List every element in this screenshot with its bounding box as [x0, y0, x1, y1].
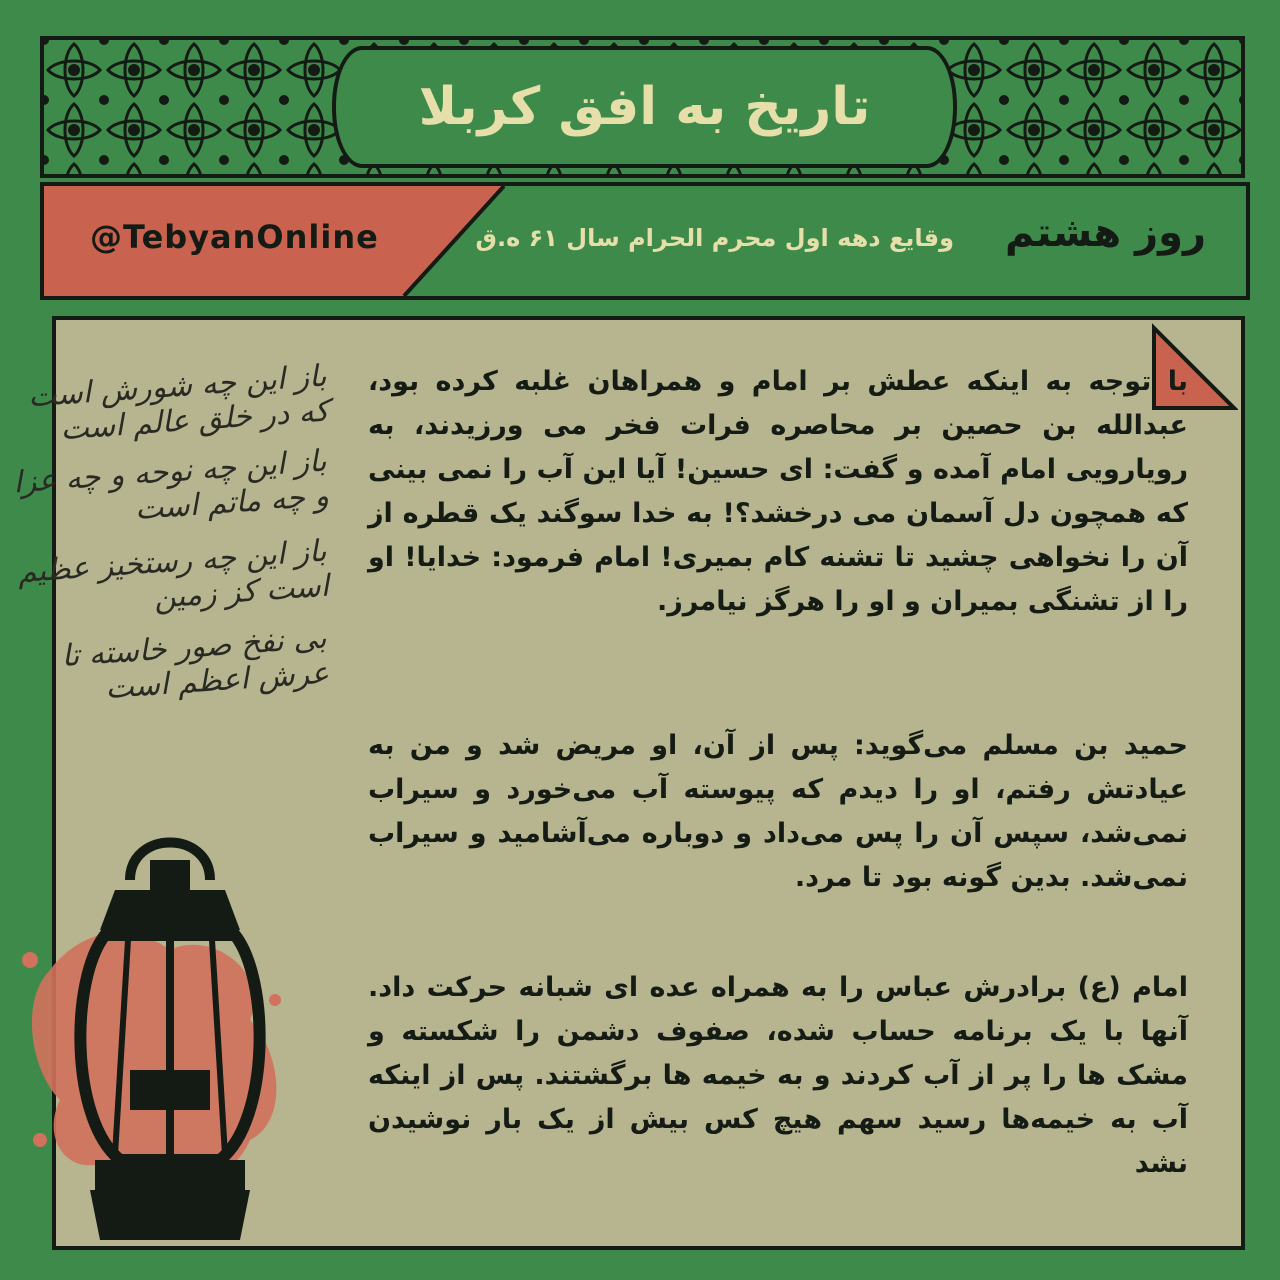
poem-line-3: باز این چه رستخیز عظیم است کز زمین — [16, 533, 331, 616]
paragraph-2: حمید بن مسلم می‌گوید: پس از آن، او مریض شد و من به عیادتش رفتم، او را دیدم که پیوسته آب می‌خورد و سیراب نمی‌شد، سپس آن را پس می‌داد و دوباره می‌آشامید و سیراب نمی‌شد. بدین گونه بود تا مرد. — [368, 730, 1188, 893]
page-title: تاریخ به افق کربلا — [418, 77, 871, 137]
poem-line-1: باز این چه شورش است که در خلق عالم است — [26, 358, 331, 448]
day-label: روز هشتم — [1005, 210, 1206, 256]
header-band — [40, 36, 1245, 178]
poem-line-4: بی نفخ صور خاسته تا عرش اعظم است — [60, 620, 331, 707]
info-strip — [40, 182, 1250, 300]
social-handle[interactable]: @TebyanOnline — [90, 218, 379, 256]
title-plate — [332, 46, 957, 168]
paragraph-1: با توجه به اینکه عطش بر امام و همراهان غلبه کرده بود، عبدالله بن حصین بر محاصره فرات فخر می ورزیدند، به رویارویی امام آمده و گفت: ای حسین! آیا این آب را نمی بینی که همچون دل آسمان می درخشد؟! به خدا سوگند یک قطره از آن را نخواهی چشید تا تشنه کام بمیری! امام فرمود: خدایا! او را از تشنگی بمیران و او را هرگز نیامرز. — [368, 366, 1188, 617]
lantern-illustration — [10, 820, 310, 1254]
subtitle: وقایع دهه اول محرم الحرام سال ۶۱ ه.ق — [475, 224, 954, 252]
poem-line-2: باز این چه نوحه و چه عزا و چه ماتم است — [12, 443, 331, 528]
paragraph-3: امام (ع) برادرش عباس را به همراه عده ای شبانه حرکت داد. آنها با یک برنامه حساب شده، صفوف دشمن را شکسته و مشک ها را پر از آب کردند و به خیمه ها برگشتند. پس از اینکه آب به خیمه‌ها رسید سهم هیچ کس بیش از یک بار نوشیدن نشد — [368, 972, 1188, 1179]
lantern-icon — [10, 820, 310, 1250]
